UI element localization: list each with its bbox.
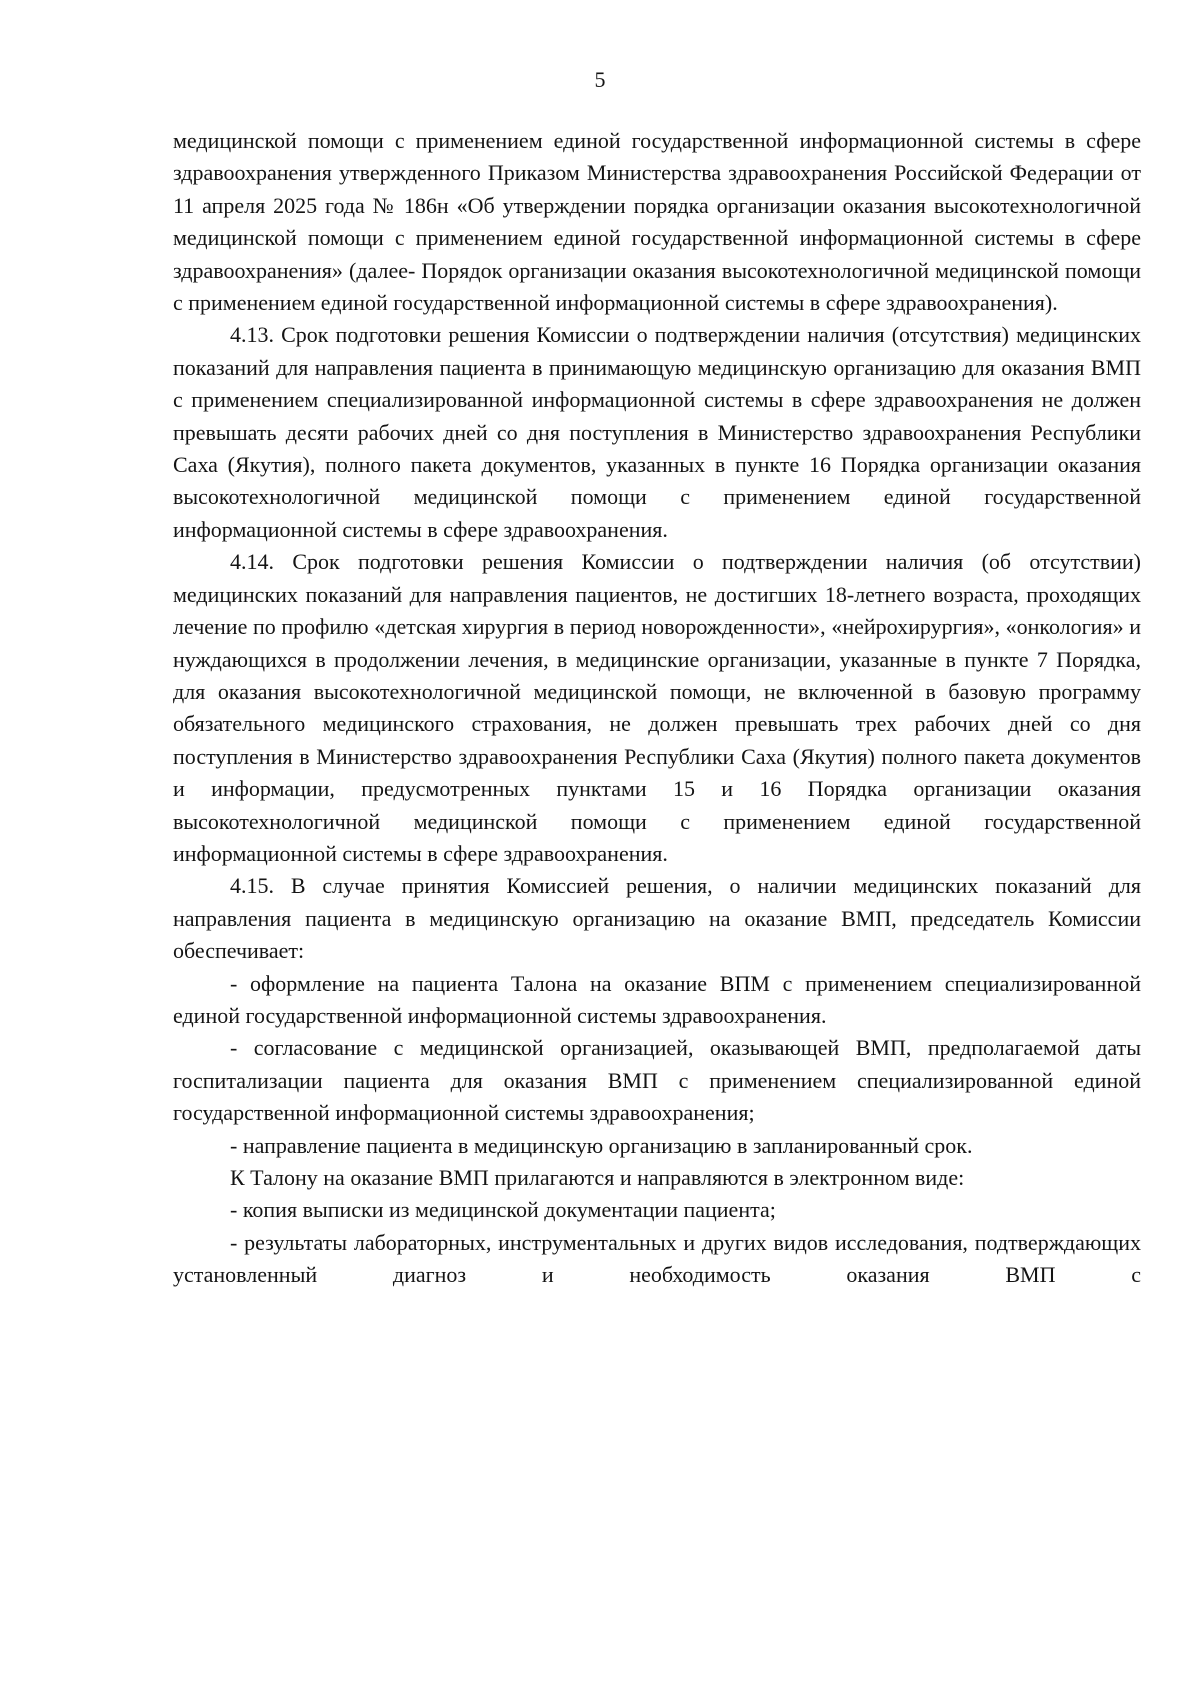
paragraph-4-13: 4.13. Срок подготовки решения Комиссии о подтверждении наличия (отсутствия) медицинских показаний для направления пациента в принимающую медицинскую организацию для оказания ВМП с применением специализированной информационной системы в сфере здравоохранения не должен превышать десяти рабочих дней со дня поступления в Министерство здравоохранения Республики Саха (Якутия), полного пакета документов, указанных в пункте 16 Порядка организации оказания высокотехнологичной медицинской помощи с применением единой государственной информационной системы в сфере здравоохранения. (173, 322, 1141, 542)
list-item-talon-registration: - оформление на пациента Талона на оказание ВПМ с применением специализированной единой государственной информационной системы здравоохранения. (173, 970, 1141, 1028)
paragraph-talon-attachments: К Талону на оказание ВМП прилагаются и направляются в электронном виде: (230, 1165, 965, 1190)
paragraph-4-15: 4.15. В случае принятия Комиссией решения, о наличии медицинских показаний для направления пациента в медицинскую организацию на оказание ВМП, председатель Комиссии обеспечивает: (173, 873, 1141, 964)
page-number: 5 (594, 67, 606, 92)
list-item-date-agreement: - согласование с медицинской организацией, оказывающей ВМП, предполагаемой даты госпитализации пациента для оказания ВМП с применением специализированной единой государственной информационной системы здравоохранения; (173, 1035, 1141, 1126)
document-body (173, 125, 1141, 1292)
paragraph-4-14: 4.14. Срок подготовки решения Комиссии о подтверждении наличия (об отсутствии) медицинских показаний для направления пациентов, не достигших 18-летнего возраста, проходящих лечение по профилю «детская хирургия в период новорожденности», «нейрохирургия», «онкология» и нуждающихся в продолжении лечения, в медицинские организации, указанные в пункте 7 Порядка, для оказания высокотехнологичной медицинской помощи, не включенной в базовую программу обязательного медицинского страхования, не должен превышать трех рабочих дней со дня поступления в Министерство здравоохранения Республики Саха (Якутия) полного пакета документов и информации, предусмотренных пунктами 15 и 16 Порядка организации оказания высокотехнологичной медицинской помощи с применением единой государственной информационной системы в сфере здравоохранения. (173, 549, 1141, 866)
list-item-extract-copy: - копия выписки из медицинской документации пациента; (230, 1197, 776, 1223)
list-item-test-results: - результаты лабораторных, инструментальных и других видов исследования, подтверждающих установленный диагноз и необходимость оказания ВМП с (173, 1229, 1141, 1288)
paragraph-continuation: медицинской помощи с применением единой государственной информационной системы в сфере здравоохранения утвержденного Приказом Министерства здравоохранения Российской Федерации от 11 апреля 2025 года № 186н «Об утверждении порядка организации оказания высокотехнологичной медицинской помощи с применением единой государственной информационной системы в сфере здравоохранения» (далее- Порядок организации оказания высокотехнологичной медицинской помощи с применением единой государственной информационной системы в сфере здравоохранения). (173, 128, 1141, 316)
list-item-patient-referral: - направление пациента в медицинскую организацию в запланированный срок. (230, 1132, 973, 1158)
